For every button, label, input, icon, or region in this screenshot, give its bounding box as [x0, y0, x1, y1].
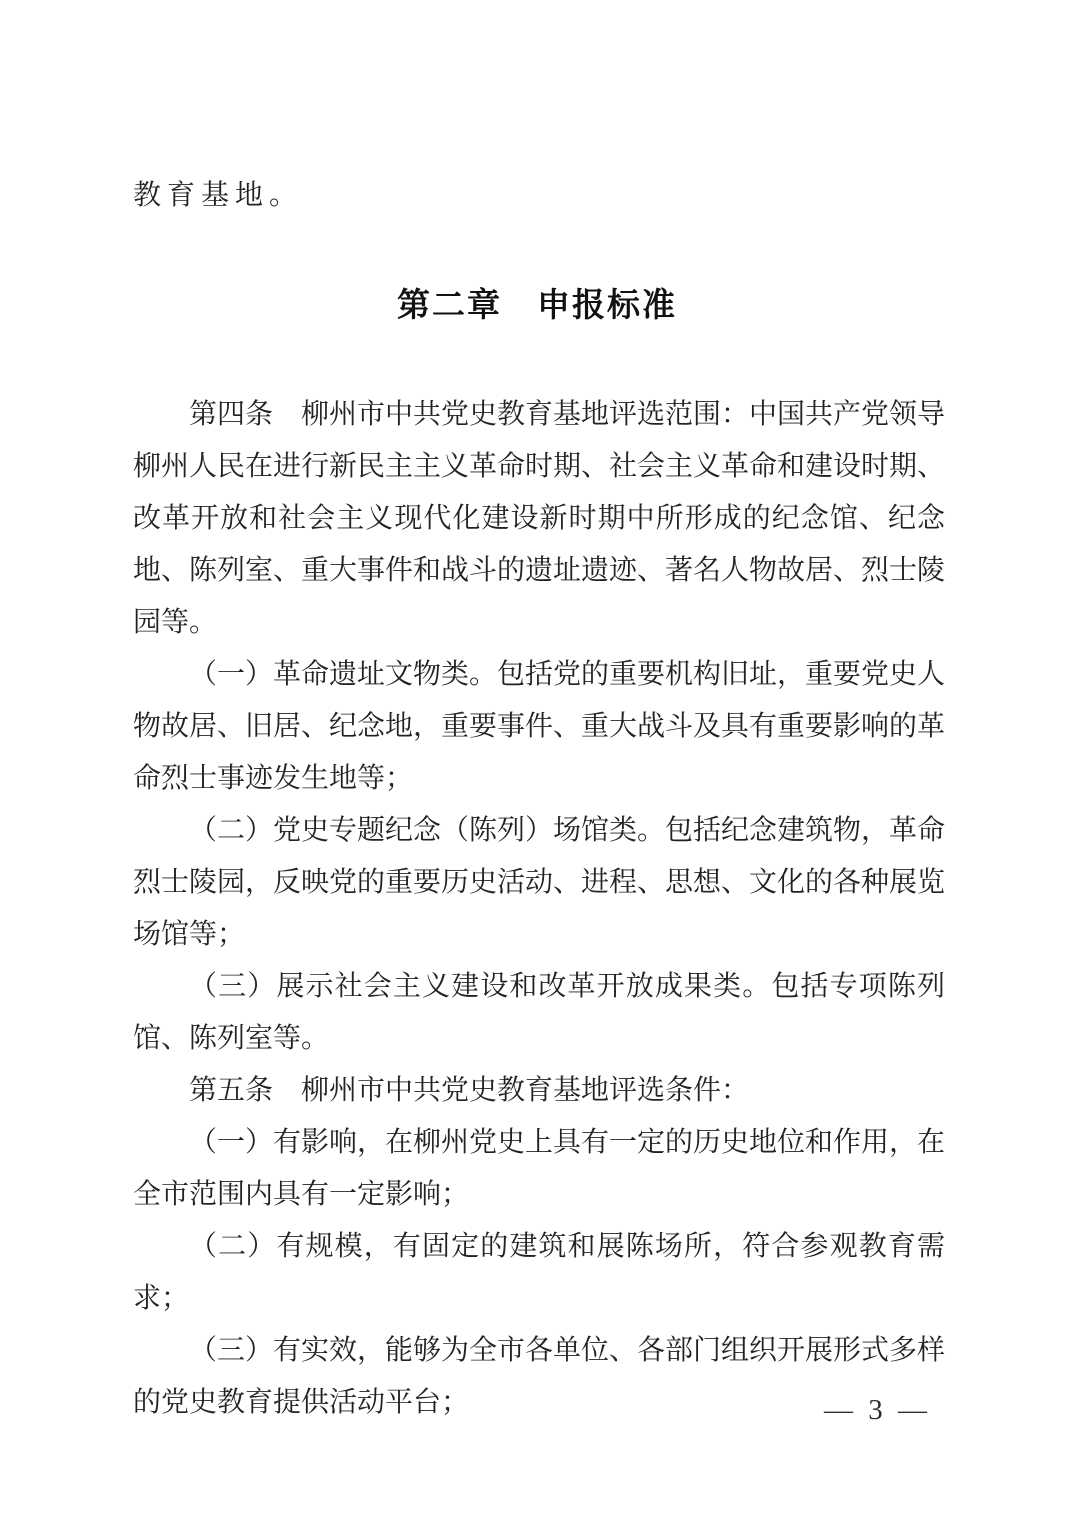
- paragraph-item-1: （一）革命遗址文物类。包括党的重要机构旧址，重要党史人物故居、旧居、纪念地，重要事件、重大战斗及具有重要影响的革命烈士事迹发生地等；: [133, 659, 946, 794]
- paragraph-article-4: 第四条 柳州市中共党史教育基地评选范围：中国共产党领导柳州人民在进行新民主主义革命时期、社会主义革命和建设时期、改革开放和社会主义现代化建设新时期中所形成的纪念馆、纪念地、陈列室、重大事件和战斗的遗址遗迹、著名人物故居、烈士陵园等。: [133, 399, 946, 638]
- page-number: — 3 —: [824, 1394, 931, 1426]
- continuation-text: 教育基地。: [133, 180, 304, 211]
- chapter-heading: 第二章 申报标准: [397, 286, 677, 323]
- paragraph-condition-2: （二）有规模，有固定的建筑和展陈场所，符合参观教育需求；: [133, 1231, 945, 1314]
- paragraph-condition-1: （一）有影响，在柳州党史上具有一定的历史地位和作用，在全市范围内具有一定影响；: [133, 1127, 946, 1210]
- body-text: [133, 389, 945, 1429]
- paragraph-item-2: （二）党史专题纪念（陈列）场馆类。包括纪念建筑物，革命烈士陵园，反映党的重要历史活动、进程、思想、文化的各种展览场馆等；: [133, 815, 946, 950]
- paragraph-item-3: （三）展示社会主义建设和改革开放成果类。包括专项陈列馆、陈列室等。: [133, 971, 945, 1054]
- paragraph-article-5: 第五条 柳州市中共党史教育基地评选条件：: [189, 1075, 750, 1106]
- paragraph-condition-3: （三）有实效，能够为全市各单位、各部门组织开展形式多样的党史教育提供活动平台；: [133, 1335, 946, 1418]
